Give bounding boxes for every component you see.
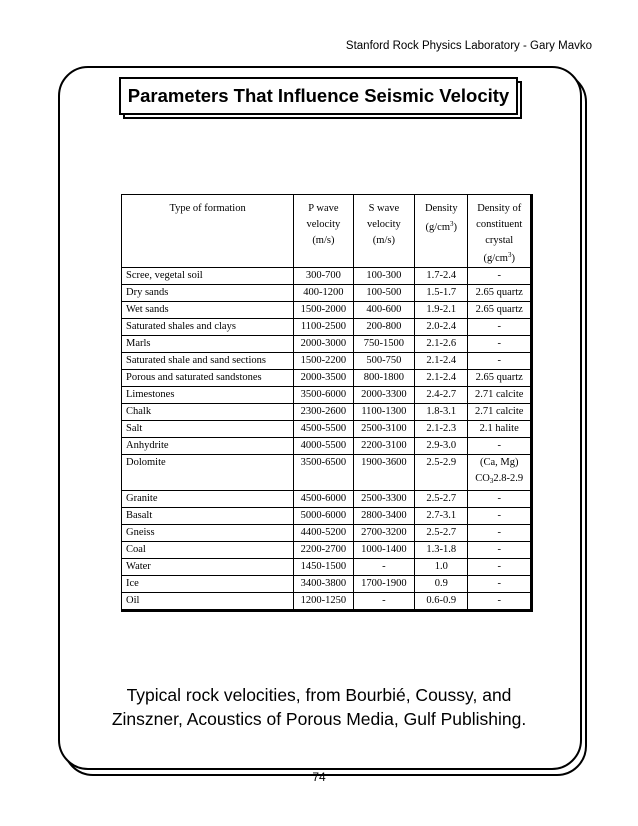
formation-name-cell: Chalk bbox=[122, 404, 294, 421]
page-header: Stanford Rock Physics Laboratory - Gary Mavko bbox=[345, 40, 592, 52]
s-wave-cell: 2800-3400 bbox=[353, 507, 415, 524]
density-cell: 2.9-3.0 bbox=[415, 438, 468, 455]
s-wave-cell: 400-600 bbox=[353, 302, 415, 319]
formation-name-cell: Water bbox=[122, 558, 294, 575]
density-cell: 2.7-3.1 bbox=[415, 507, 468, 524]
p-wave-cell: 1200-1250 bbox=[294, 592, 353, 610]
crystal-density-cell: - bbox=[468, 575, 532, 592]
header-crystal-density: Density of constituent crystal $(g/cm^3)$ bbox=[468, 195, 532, 268]
formation-name-cell: Scree, vegetal soil bbox=[122, 268, 294, 285]
table-row bbox=[122, 404, 532, 421]
density-cell: 2.0-2.4 bbox=[415, 319, 468, 336]
density-cell: 2.4-2.7 bbox=[415, 387, 468, 404]
formation-name-cell: Granite bbox=[122, 490, 294, 507]
p-wave-cell: 4500-5500 bbox=[294, 421, 353, 438]
s-wave-cell: 100-300 bbox=[353, 268, 415, 285]
slide-title: Parameters That Influence Seismic Velocity bbox=[119, 77, 518, 115]
crystal-density-cell: 2.65 quartz bbox=[468, 370, 532, 387]
s-wave-cell: 1000-1400 bbox=[353, 541, 415, 558]
formation-name-cell: Limestones bbox=[122, 387, 294, 404]
density-cell: 1.7-2.4 bbox=[415, 268, 468, 285]
density-cell: 1.5-1.7 bbox=[415, 285, 468, 302]
velocity-table bbox=[121, 194, 533, 612]
p-wave-cell: 1100-2500 bbox=[294, 319, 353, 336]
caption-line-2: Zinszner, Acoustics of Porous Media, Gulf Publishing. bbox=[111, 709, 527, 729]
s-wave-cell: 100-500 bbox=[353, 285, 415, 302]
crystal-density-cell: (Ca, Mg) $CO_32.8-2.9$ bbox=[468, 455, 532, 491]
table-row bbox=[122, 524, 532, 541]
crystal-density-cell: - bbox=[468, 438, 532, 455]
formation-name-cell: Porous and saturated sandstones bbox=[122, 370, 294, 387]
header-type-of-formation: Type of formation bbox=[122, 195, 294, 268]
formation-name-cell: Wet sands bbox=[122, 302, 294, 319]
crystal-density-cell: - bbox=[468, 592, 532, 610]
density-cell: 2.1-2.3 bbox=[415, 421, 468, 438]
formation-name-cell: Saturated shales and clays bbox=[122, 319, 294, 336]
p-wave-cell: 5000-6000 bbox=[294, 507, 353, 524]
table-row bbox=[122, 592, 532, 610]
table-row bbox=[122, 285, 532, 302]
density-cell: 1.0 bbox=[415, 558, 468, 575]
table-row bbox=[122, 302, 532, 319]
p-wave-cell: 2000-3000 bbox=[294, 336, 353, 353]
s-wave-cell: 2200-3100 bbox=[353, 438, 415, 455]
p-wave-cell: 3500-6000 bbox=[294, 387, 353, 404]
s-wave-cell: 1700-1900 bbox=[353, 575, 415, 592]
p-wave-cell: 2000-3500 bbox=[294, 370, 353, 387]
s-wave-cell: 750-1500 bbox=[353, 336, 415, 353]
density-cell: 2.5-2.7 bbox=[415, 524, 468, 541]
s-wave-cell: 200-800 bbox=[353, 319, 415, 336]
crystal-density-cell: - bbox=[468, 336, 532, 353]
p-wave-cell: 4500-6000 bbox=[294, 490, 353, 507]
p-wave-cell: 1500-2200 bbox=[294, 353, 353, 370]
crystal-density-cell: - bbox=[468, 541, 532, 558]
table-header-row bbox=[122, 195, 532, 268]
s-wave-cell: 800-1800 bbox=[353, 370, 415, 387]
table-row bbox=[122, 421, 532, 438]
formation-name-cell: Basalt bbox=[122, 507, 294, 524]
header-s-wave: S wave velocity (m/s) bbox=[353, 195, 415, 268]
formation-name-cell: Oil bbox=[122, 592, 294, 610]
density-cell: 2.1-2.4 bbox=[415, 370, 468, 387]
formation-name-cell: Ice bbox=[122, 575, 294, 592]
table-row bbox=[122, 336, 532, 353]
density-cell: 1.9-2.1 bbox=[415, 302, 468, 319]
page-number: 74 bbox=[312, 770, 326, 784]
p-wave-cell: 4000-5500 bbox=[294, 438, 353, 455]
table-row bbox=[122, 575, 532, 592]
density-cell: 2.5-2.7 bbox=[415, 490, 468, 507]
header-p-wave: P wave velocity (m/s) bbox=[294, 195, 353, 268]
formation-name-cell: Dolomite bbox=[122, 455, 294, 491]
table-row bbox=[122, 438, 532, 455]
s-wave-cell: 2000-3300 bbox=[353, 387, 415, 404]
s-wave-cell: - bbox=[353, 558, 415, 575]
p-wave-cell: 300-700 bbox=[294, 268, 353, 285]
formation-name-cell: Anhydrite bbox=[122, 438, 294, 455]
crystal-density-cell: 2.71 calcite bbox=[468, 387, 532, 404]
table-row bbox=[122, 455, 532, 491]
s-wave-cell: 2700-3200 bbox=[353, 524, 415, 541]
formation-name-cell: Coal bbox=[122, 541, 294, 558]
s-wave-cell: 2500-3300 bbox=[353, 490, 415, 507]
crystal-density-cell: 2.65 quartz bbox=[468, 302, 532, 319]
p-wave-cell: 400-1200 bbox=[294, 285, 353, 302]
formation-name-cell: Gneiss bbox=[122, 524, 294, 541]
s-wave-cell: - bbox=[353, 592, 415, 610]
figure-caption bbox=[0, 683, 638, 731]
crystal-density-cell: - bbox=[468, 558, 532, 575]
crystal-density-cell: 2.1 halite bbox=[468, 421, 532, 438]
p-wave-cell: 2200-2700 bbox=[294, 541, 353, 558]
density-cell: 2.1-2.4 bbox=[415, 353, 468, 370]
density-cell: 1.3-1.8 bbox=[415, 541, 468, 558]
crystal-density-cell: - bbox=[468, 507, 532, 524]
p-wave-cell: 3500-6500 bbox=[294, 455, 353, 491]
p-wave-cell: 1500-2000 bbox=[294, 302, 353, 319]
table-row bbox=[122, 370, 532, 387]
s-wave-cell: 1900-3600 bbox=[353, 455, 415, 491]
s-wave-cell: 500-750 bbox=[353, 353, 415, 370]
density-cell: 0.9 bbox=[415, 575, 468, 592]
table-row bbox=[122, 507, 532, 524]
table-row bbox=[122, 319, 532, 336]
table-row bbox=[122, 387, 532, 404]
density-cell: 0.6-0.9 bbox=[415, 592, 468, 610]
density-cell: 2.5-2.9 bbox=[415, 455, 468, 491]
crystal-density-cell: - bbox=[468, 490, 532, 507]
p-wave-cell: 3400-3800 bbox=[294, 575, 353, 592]
p-wave-cell: 1450-1500 bbox=[294, 558, 353, 575]
crystal-density-cell: - bbox=[468, 353, 532, 370]
formation-name-cell: Salt bbox=[122, 421, 294, 438]
table-row bbox=[122, 353, 532, 370]
formation-name-cell: Dry sands bbox=[122, 285, 294, 302]
header-density: Density $(g/cm^3)$ bbox=[415, 195, 468, 268]
p-wave-cell: 4400-5200 bbox=[294, 524, 353, 541]
p-wave-cell: 2300-2600 bbox=[294, 404, 353, 421]
s-wave-cell: 1100-1300 bbox=[353, 404, 415, 421]
formation-name-cell: Saturated shale and sand sections bbox=[122, 353, 294, 370]
density-cell: 1.8-3.1 bbox=[415, 404, 468, 421]
crystal-density-cell: - bbox=[468, 268, 532, 285]
table-row bbox=[122, 490, 532, 507]
crystal-density-cell: - bbox=[468, 319, 532, 336]
caption-line-1: Typical rock velocities, from Bourbié, Coussy, and bbox=[126, 685, 512, 705]
formation-name-cell: Marls bbox=[122, 336, 294, 353]
table-row bbox=[122, 558, 532, 575]
crystal-density-cell: 2.65 quartz bbox=[468, 285, 532, 302]
crystal-density-cell: - bbox=[468, 524, 532, 541]
table-row bbox=[122, 541, 532, 558]
s-wave-cell: 2500-3100 bbox=[353, 421, 415, 438]
crystal-density-cell: 2.71 calcite bbox=[468, 404, 532, 421]
density-cell: 2.1-2.6 bbox=[415, 336, 468, 353]
table-row bbox=[122, 268, 532, 285]
